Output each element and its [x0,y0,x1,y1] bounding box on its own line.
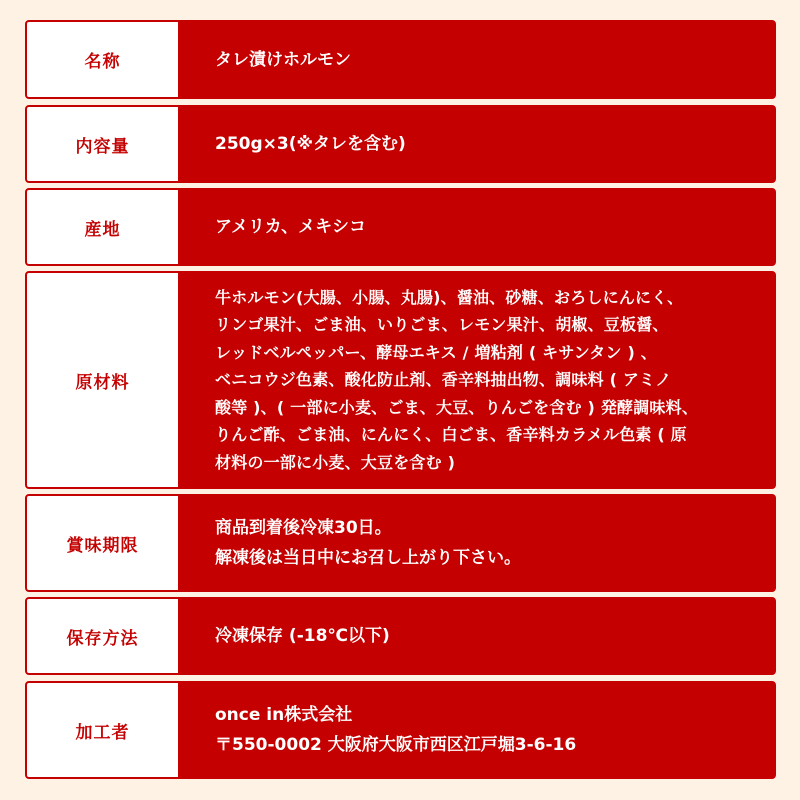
value-storage [178,599,774,673]
row-storage [25,597,776,675]
value-line: 酸等 )、( 一部に小麦、ごま、大豆、りんごを含む ) 発酵調味料、 [215,397,699,417]
value-name [178,22,774,97]
value-expiry [178,496,774,590]
row-content-amount [25,105,776,183]
row-origin [25,188,776,266]
value-processor [178,683,774,777]
value-line: 牛ホルモン(大腸、小腸、丸腸)、醤油、砂糖、おろしにんにく、 [215,287,684,307]
value-line: 250g×3(※タレを含む) [215,134,406,154]
label-ingredients: 原材料 [27,273,178,487]
value-line: レッドベルペッパー、酵母エキス / 増粘剤 ( キサンタン ) 、 [215,342,657,362]
label-origin: 産地 [27,190,178,264]
label-expiry: 賞味期限 [27,496,178,590]
value-content-amount [178,107,774,181]
value-line: タレ漬けホルモン [215,49,351,70]
label-name: 名称 [27,22,178,97]
value-line: 商品到着後冷凍30日。 [215,518,392,538]
value-origin [178,190,774,264]
value-ingredients [178,273,774,487]
label-content-amount: 内容量 [27,107,178,181]
value-line: once in株式会社 [215,705,353,725]
value-line: りんご酢、ごま油、にんにく、白ごま、香辛料カラメル色素 ( 原 [215,425,687,445]
value-line: アメリカ、メキシコ [215,217,366,237]
row-expiry [25,494,776,592]
value-line: 〒550-0002 大阪府大阪市西区江戸堀3-6-16 [215,735,577,755]
label-storage: 保存方法 [27,599,178,673]
row-name [25,20,776,99]
value-line: 解凍後は当日中にお召し上がり下さい。 [215,548,521,568]
value-line: 材料の一部に小麦、大豆を含む ) [215,452,456,472]
value-line: 冷凍保存 (-18℃以下) [215,626,390,646]
row-processor [25,681,776,779]
label-processor: 加工者 [27,683,178,777]
value-line: リンゴ果汁、ごま油、いりごま、レモン果汁、胡椒、豆板醤、 [215,315,669,335]
row-ingredients [25,271,776,489]
value-line: ベニコウジ色素、酸化防止剤、香辛料抽出物、調味料 ( アミノ [215,370,672,390]
